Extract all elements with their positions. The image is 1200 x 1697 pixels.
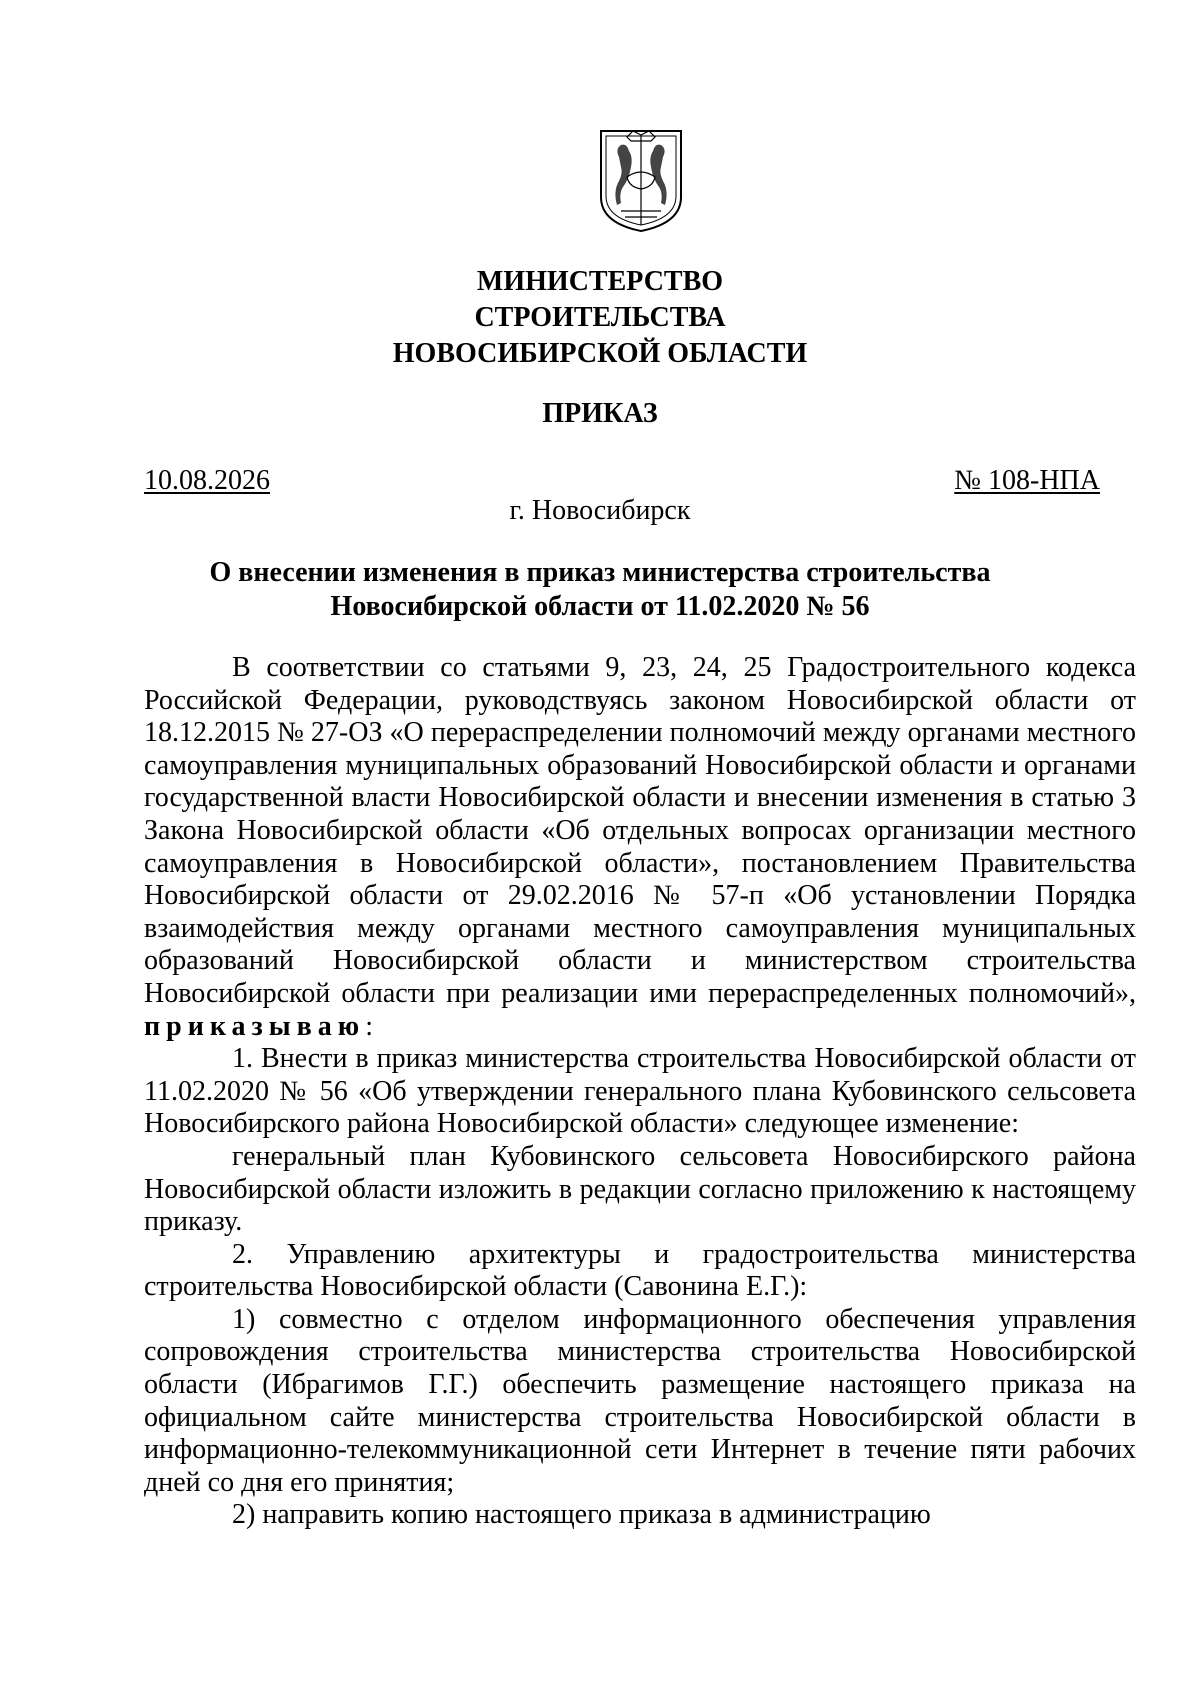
document-city: г. Новосибирск (509, 495, 691, 526)
document-type: ПРИКАЗ (542, 398, 658, 429)
item-2-paragraph: 2. Управлению архитектуры и градостроительства министерства строительства Новосибирской области (Савонина Е.Г.): (144, 1238, 1136, 1303)
document-number: № 108-НПА (954, 465, 1100, 496)
document-subject (0, 556, 1200, 624)
preamble-end: : (365, 1010, 373, 1042)
subject-line: Новосибирской области от 11.02.2020 № 56 (330, 591, 870, 622)
item-1-paragraph: 1. Внести в приказ министерства строительства Новосибирской области от 11.02.2020 № 56 «Об утверждении генерального плана Кубовинского сельсовета Новосибирского района Новосибирской области» следующее изменение: (144, 1043, 1136, 1140)
coat-of-arms-icon (597, 127, 685, 235)
ministry-name (0, 264, 1200, 372)
document-date: 10.08.2026 (144, 465, 270, 496)
ministry-name-line: МИНИСТЕРСТВО (476, 266, 724, 297)
item-2-1-paragraph: 1) совместно с отделом информационного обеспечения управления сопровождения строительства министерства строительства Новосибирской области (Ибрагимов Г.Г.) обеспечить размещение настоящего приказа на официальном сайте министерства строительства Новосибирской области в информационно-телекоммуникационной сети Интернет в течение пяти рабочих дней со дня его принятия; (144, 1303, 1136, 1498)
order-word: приказываю (144, 1010, 366, 1042)
item-1-text-paragraph: генеральный план Кубовинского сельсовета Новосибирского района Новосибирской области изложить в редакции согласно приложению к настоящему приказу. (144, 1140, 1136, 1238)
subject-line: О внесении изменения в приказ министерства строительства (209, 557, 991, 588)
ministry-name-line: СТРОИТЕЛЬСТВА (474, 302, 726, 333)
ministry-name-line: НОВОСИБИРСКОЙ ОБЛАСТИ (392, 338, 808, 369)
item-2-2-paragraph: 2) направить копию настоящего приказа в администрацию (232, 1499, 931, 1531)
document-body (144, 652, 1136, 1532)
preamble-paragraph (144, 652, 1136, 1043)
preamble-text: В соответствии со статьями 9, 23, 24, 25 Градостроительного кодекса Российской Федерации, руководствуясь законом Новосибирской области от 18.12.2015 № 27-ОЗ «О перераспределении полномочий между органами местного самоуправления муниципальных образований Новосибирской области и органами государственной власти Новосибирской области и внесении изменения в статью 3 Закона Новосибирской области «Об отдельных вопросах организации местного самоуправления в Новосибирской области», постановлением Правительства Новосибирской области от 29.02.2016 № 57-п «Об установлении Порядка взаимодействия между органами местного самоуправления муниципальных образований Новосибирской области и министерством строительства Новосибирской области при реализации ими перераспределенных полномочий», (144, 652, 1136, 1009)
